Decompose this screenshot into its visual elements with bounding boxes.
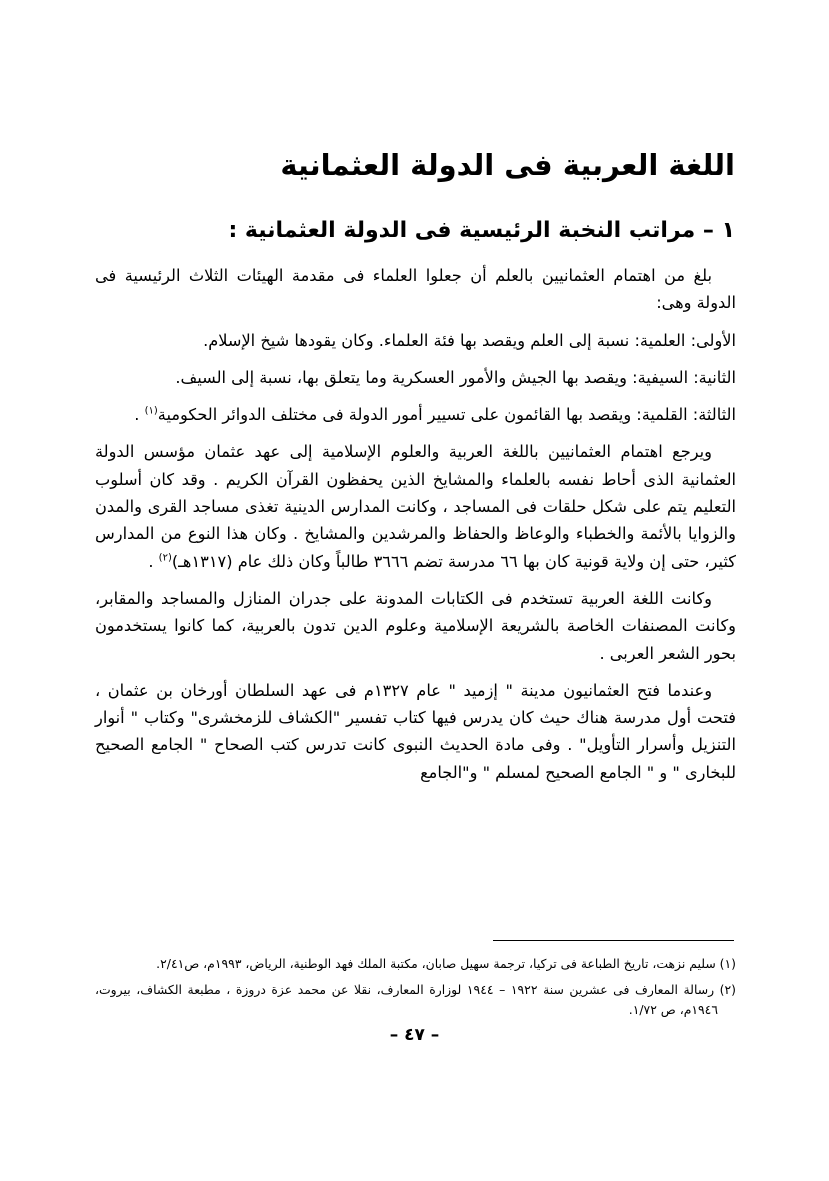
paragraph-history-text: ويرجع اهتمام العثمانيين باللغة العربية والعلوم الإسلامية إلى عهد عثمان مؤسس الدولة العثمانية الذى أحاط نفسه بالعلماء والمشايخ الذين يحفظون القرآن الكريم . وقد كان أسلوب التعليم يتم على شكل حلقات فى المساجد ، وكانت المدارس الدينية تغذى مساجد القرى والمدن والزوايا بالأئمة والخطباء والوعاظ والحفاظ والمرشدين والمشايخ . وكان هذا النوع من المدارس كثير، حتى إن ولاية قونية كان بها ٦٦ مدرسة تضم ٣٦٦٦ طالباً وكان ذلك عام (١٣١٧هـ) [95,442,736,571]
paragraph-history-end: . [148,551,159,571]
paragraph-third-class [95,401,736,428]
footnote-1: (١) سليم نزهت، تاريخ الطباعة فى تركيا، ترجمة سهيل صابان، مكتبة الملك فهد الوطنية، الرياض، ١٩٩٣م، ص٢/٤١. [156,956,736,971]
footnote-ref-2[interactable]: (٢) [158,552,172,564]
page-title: اللغة العربية فى الدولة العثمانية [280,148,735,182]
paragraph-first-class: الأولى: العلمية: نسبة إلى العلم ويقصد بها فئة العلماء. وكان يقودها شيخ الإسلام. [203,330,736,350]
paragraph-usage: وكانت اللغة العربية تستخدم فى الكتابات المدونة على جدران المنازل والمساجد والمقابر، وكانت المصنفات الخاصة بالشريعة الإسلامية وعلوم الدين تدون بالعربية، كما كانوا يستخدمون بحور الشعر العربى . [95,588,736,663]
footnote-divider [493,940,734,941]
paragraph-third-class-end: . [134,405,145,425]
paragraph-third-class-text: الثالثة: القلمية: ويقصد بها القائمون على تسيير أمور الدولة فى مختلف الدوائر الحكومية [157,405,736,425]
page-number: – ٤٧ – [389,1025,440,1045]
section-heading: ١ – مراتب النخبة الرئيسية فى الدولة العثمانية : [228,218,735,243]
footnote-ref-1[interactable]: (١) [144,405,158,417]
body-text [95,262,736,796]
paragraph-izmit: وعندما فتح العثمانيون مدينة " إزميد " عام ١٣٢٧م فى عهد السلطان أورخان بن عثمان ، فتحت أول مدرسة هناك حيث كان يدرس فيها كتاب تفسير "الكشاف للزمخشرى" وكتاب " أنوار التنزيل وأسرار التأويل" . وفى مادة الحديث النبوى كانت تدرس كتب الصحاح " الجامع الصحيح للبخارى " و " الجامع الصحيح لمسلم " و"الجامع [95,680,736,782]
paragraph-second-class: الثانية: السيفية: ويقصد بها الجيش والأمور العسكرية وما يتعلق بها، نسبة إلى السيف. [175,367,736,387]
paragraph-intro: بلغ من اهتمام العثمانيين بالعلم أن جعلوا العلماء فى مقدمة الهيئات الثلاث الرئيسية فى الدولة وهى: [95,266,736,313]
paragraph-history [95,438,736,574]
footnotes [95,954,736,1026]
footnote-2: (٢) رسالة المعارف فى عشرين سنة ١٩٢٢ – ١٩٤٤ لوزارة المعارف، نقلا عن محمد عزة دروزة ، مطبعة الكشاف، بيروت، ١٩٤٦م، ص ١/٧٢. [95,982,736,1017]
